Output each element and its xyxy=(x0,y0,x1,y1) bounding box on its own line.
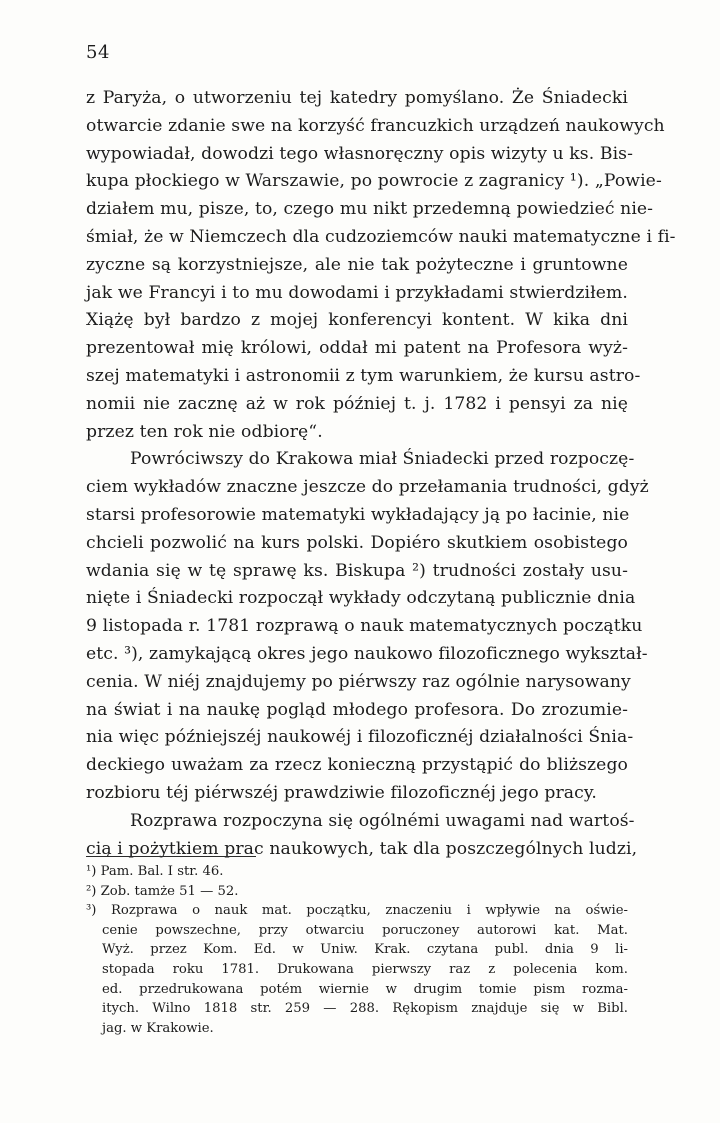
text-line: zyczne są korzystniejsze, ale nie tak pożyteczne i gruntowne xyxy=(86,254,628,275)
text-line: deckiego uważam za rzecz konieczną przystąpić do bliższego xyxy=(86,755,628,776)
text-line: z Paryża, o utworzeniu tej katedry pomyślano. Że Śniadecki xyxy=(86,88,628,108)
text-line: cenia. W niéj znajdujemy po piérwszy raz ogólnie narysowany xyxy=(86,671,631,692)
main-text xyxy=(86,85,676,863)
text-line: otwarcie zdanie swe na korzyść francuzkich urządzeń naukowych xyxy=(86,115,665,136)
text-line: 9 listopada r. 1781 rozprawą o nauk matematycznych początku xyxy=(86,616,643,637)
text-line: kupa płockiego w Warszawie, po powrocie z zagranicy ¹). „Powie- xyxy=(86,171,662,192)
footnote-line: ²) Zob. tamże 51 — 52. xyxy=(86,883,239,899)
text-line: cią i pożytkiem prac naukowych, tak dla poszczególnych ludzi, xyxy=(86,838,638,859)
text-line: prezentował mię królowi, oddał mi patent na Profesora wyż- xyxy=(86,338,628,359)
text-line: nomii nie zacznę aż w rok później t. j. 1782 i pensyi za nię xyxy=(86,393,628,414)
text-line: starsi profesorowie matematyki wykładający ją po łacinie, nie xyxy=(86,504,630,525)
text-line: działem mu, pisze, to, czego mu nikt przedemną powiedzieć nie- xyxy=(86,199,654,220)
text-line: Rozprawa rozpoczyna się ogólnémi uwagami nad wartoś- xyxy=(130,810,635,831)
page-number: 54 xyxy=(86,42,110,63)
text-line: nia więc późniejszéj naukowéj i filozoficznéj działalności Śnia- xyxy=(86,727,634,748)
footnote-line: ed. przedrukowana potém wiernie w drugim tomie pism rozma- xyxy=(102,981,628,997)
text-line: jak we Francyi i to mu dowodami i przykładami stwierdziłem. xyxy=(86,282,628,303)
text-line: chcieli pozwolić na kurs polski. Dopiéro skutkiem osobistego xyxy=(86,532,628,553)
footnote-line: jag. w Krakowie. xyxy=(102,1020,214,1036)
footnotes xyxy=(86,862,628,1038)
footnote-line: cenie powszechne, przy otwarciu poruczoney autorowi kat. Mat. xyxy=(102,922,628,938)
footnote-line: itych. Wilno 1818 str. 259 — 288. Rękopism znajduje się w Bibl. xyxy=(102,1001,628,1017)
footnote-line: ³) Rozprawa o nauk mat. początku, znaczeniu i wpływie na oświe- xyxy=(86,903,628,919)
text-line: szej matematyki i astronomii z tym warunkiem, że kursu astro- xyxy=(86,365,641,386)
text-line: na świat i na naukę pogląd młodego profesora. Do zrozumie- xyxy=(86,699,628,720)
footnote-divider xyxy=(86,856,256,857)
text-line: wypowiadał, dowodzi tego własnoręczny opis wizyty u ks. Bis- xyxy=(86,143,634,164)
text-line: Powróciwszy do Krakowa miał Śniadecki przed rozpoczę- xyxy=(130,449,635,470)
text-line: przez ten rok nie odbiorę“. xyxy=(86,421,323,442)
footnote-line: ¹) Pam. Bal. I str. 46. xyxy=(86,864,224,879)
text-line: ciem wykładów znaczne jeszcze do przełamania trudności, gdyż xyxy=(86,477,649,498)
text-line: nięte i Śniadecki rozpoczął wykłady odczytaną publicznie dnia xyxy=(86,588,636,609)
text-line: śmiał, że w Niemczech dla cudzoziemców nauki matematyczne i fi- xyxy=(86,226,676,247)
footnote-line: Wyż. przez Kom. Ed. w Uniw. Krak. czytana publ. dnia 9 li- xyxy=(102,942,628,958)
text-line: wdania się w tę sprawę ks. Biskupa ²) trudności zostały usu- xyxy=(86,560,628,581)
text-line: Xiążę był bardzo z mojej konferencyi kontent. W kika dni xyxy=(86,310,628,331)
text-line: etc. ³), zamykającą okres jego naukowo filozoficznego wykształ- xyxy=(86,643,648,664)
text-line: rozbioru téj piérwszéj prawdziwie filozoficznéj jego pracy. xyxy=(86,782,597,803)
footnote-line: stopada roku 1781. Drukowana pierwszy raz z polecenia kom. xyxy=(102,961,628,977)
